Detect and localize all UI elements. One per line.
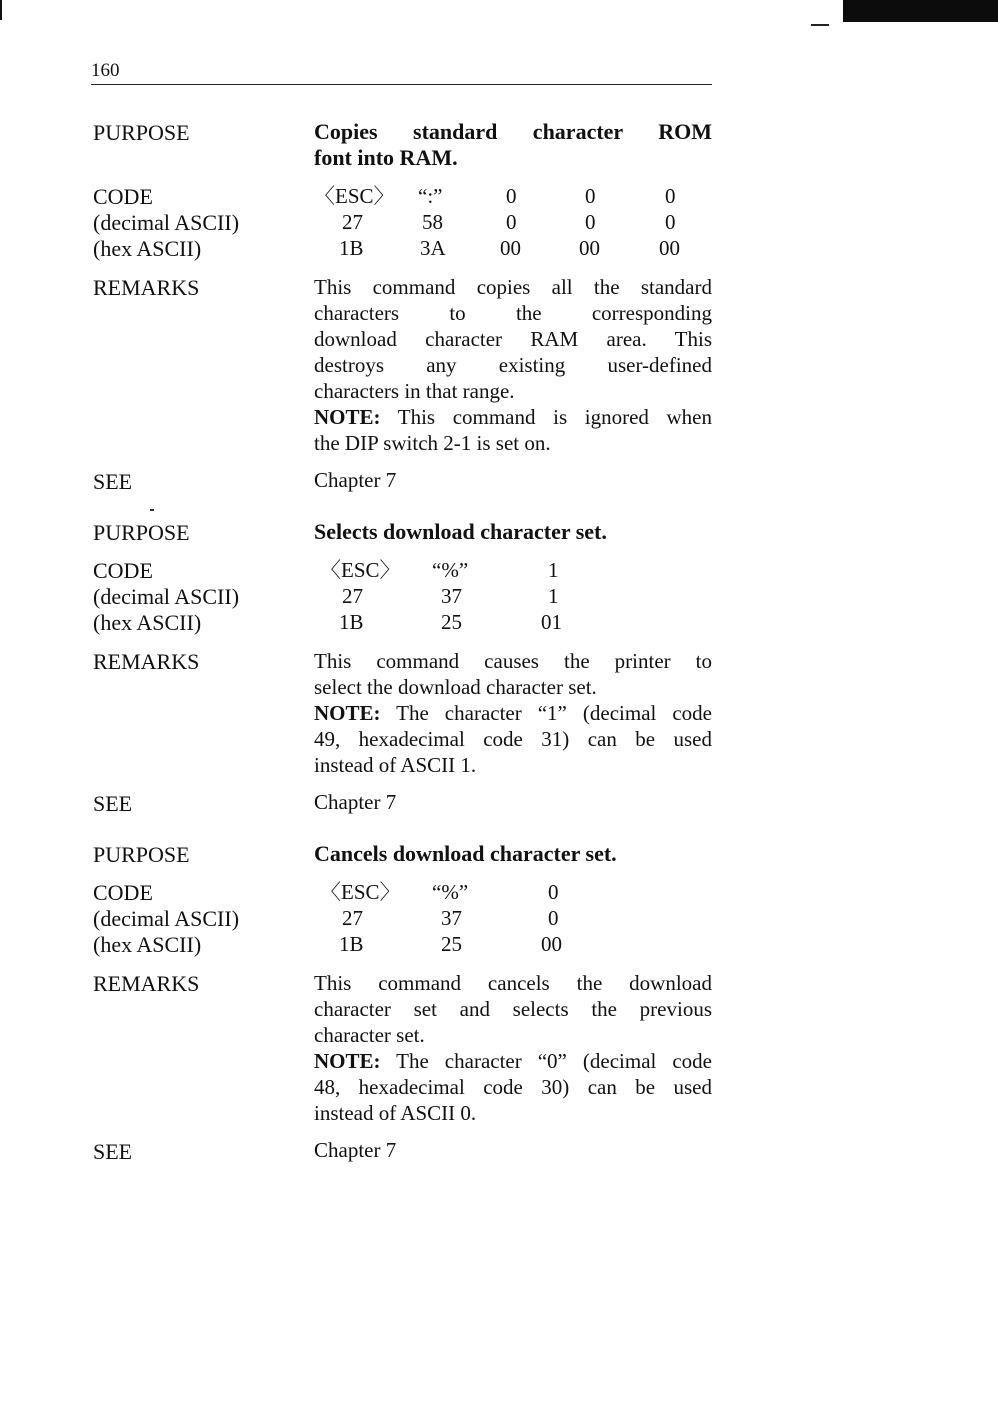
- code-table: [314, 557, 712, 635]
- remark-line: This command copies all the standard: [314, 275, 712, 299]
- code-cell: “%”: [432, 558, 469, 582]
- purpose-label: PURPOSE: [93, 520, 190, 545]
- code-label: CODE: [93, 184, 153, 209]
- code-cell: 〈ESC〉: [320, 558, 401, 582]
- code-label: CODE: [93, 558, 153, 583]
- note-label: NOTE:: [314, 1049, 381, 1073]
- code-cell: 1B: [339, 610, 364, 634]
- code-row-esc: [314, 183, 712, 209]
- code-cell: 37: [441, 906, 462, 930]
- hex-ascii-label: (hex ASCII): [93, 610, 202, 635]
- code-cell: 0: [665, 184, 676, 208]
- code-row-decimal: [314, 583, 712, 609]
- remark-line: select the download character set.: [314, 675, 597, 699]
- remark-line: character set.: [314, 1023, 425, 1047]
- purpose-label: PURPOSE: [93, 120, 190, 145]
- remarks-label: REMARKS: [93, 649, 200, 674]
- note-label: NOTE:: [314, 405, 381, 429]
- code-cell: 0: [506, 184, 517, 208]
- code-cell: “:”: [418, 184, 443, 208]
- note-line: instead of ASCII 1.: [314, 753, 477, 777]
- code-cell: 〈ESC〉: [314, 184, 395, 208]
- see-value: Chapter 7: [314, 1138, 397, 1162]
- code-row-hex: [314, 931, 712, 957]
- code-cell: 1B: [339, 236, 364, 260]
- note-line: [314, 404, 712, 430]
- code-cell: 0: [548, 906, 559, 930]
- code-row-esc: [314, 879, 712, 905]
- code-cell: 〈ESC〉: [320, 880, 401, 904]
- code-label: CODE: [93, 880, 153, 905]
- code-cell: 1B: [339, 932, 364, 956]
- code-cell: 01: [541, 610, 562, 634]
- purpose-title: [314, 519, 712, 545]
- remarks-label: REMARKS: [93, 971, 200, 996]
- page-number: 160: [91, 60, 120, 81]
- remark-line: destroys any existing user-defined: [314, 353, 712, 377]
- remark-line: This command cancels the download: [314, 971, 712, 995]
- code-row-decimal: [314, 209, 712, 235]
- see-label: SEE: [93, 791, 133, 816]
- code-cell: 27: [342, 906, 363, 930]
- code-cell: 0: [585, 184, 596, 208]
- code-cell: 0: [665, 210, 676, 234]
- code-cell: 0: [548, 880, 559, 904]
- remarks-label: REMARKS: [93, 275, 200, 300]
- note-line: [314, 700, 712, 726]
- code-table: [314, 879, 712, 957]
- note-line: 49, hexadecimal code 31) can be used: [314, 727, 712, 751]
- note-line: 48, hexadecimal code 30) can be used: [314, 1075, 712, 1099]
- code-cell: “%”: [432, 880, 469, 904]
- purpose-label: PURPOSE: [93, 842, 190, 867]
- remark-line: download character RAM area. This: [314, 327, 712, 351]
- code-row-hex: [314, 609, 712, 635]
- code-cell: 00: [659, 236, 680, 260]
- note-text: The character “0” (decimal code: [380, 1049, 712, 1073]
- code-cell: 25: [441, 610, 462, 634]
- remarks-text: [314, 648, 712, 778]
- code-row-decimal: [314, 905, 712, 931]
- see-label: SEE: [93, 1139, 133, 1164]
- see-label: SEE: [93, 469, 133, 494]
- purpose-title: [314, 841, 712, 867]
- note-line: the DIP switch 2-1 is set on.: [314, 431, 551, 455]
- see-value: Chapter 7: [314, 790, 397, 814]
- remark-line: This command causes the printer to: [314, 649, 712, 673]
- hex-ascii-label: (hex ASCII): [93, 932, 202, 957]
- code-row-hex: [314, 235, 712, 261]
- note-line: instead of ASCII 0.: [314, 1101, 477, 1125]
- code-cell: 1: [548, 584, 559, 608]
- code-cell: 3A: [420, 236, 446, 260]
- note-text: This command is ignored when: [380, 405, 712, 429]
- note-line: [314, 1048, 712, 1074]
- code-cell: 37: [441, 584, 462, 608]
- title-line: font into RAM.: [314, 145, 458, 170]
- note-text: The character “1” (decimal code: [380, 701, 712, 725]
- code-cell: 27: [342, 210, 363, 234]
- title-line: Cancels download character set.: [314, 841, 617, 866]
- scan-corner-bar: [843, 0, 998, 22]
- remark-line: characters to the corresponding: [314, 301, 712, 325]
- remarks-text: [314, 970, 712, 1126]
- header-rule: [91, 84, 712, 85]
- purpose-title: [314, 119, 712, 171]
- title-line: Copies standard character ROM: [314, 119, 712, 144]
- hex-ascii-label: (hex ASCII): [93, 236, 202, 261]
- scan-edge-mark: [0, 0, 2, 20]
- code-row-esc: [314, 557, 712, 583]
- code-cell: 00: [541, 932, 562, 956]
- decimal-ascii-label: (decimal ASCII): [93, 210, 240, 235]
- remarks-text: [314, 274, 712, 456]
- remark-line: character set and selects the previous: [314, 997, 712, 1021]
- code-cell: 58: [422, 210, 443, 234]
- remark-line: characters in that range.: [314, 379, 515, 403]
- code-table: [314, 183, 712, 261]
- scan-dash-mark: [811, 24, 829, 26]
- scan-speck: [150, 509, 154, 511]
- decimal-ascii-label: (decimal ASCII): [93, 584, 240, 609]
- code-cell: 27: [342, 584, 363, 608]
- code-cell: 0: [506, 210, 517, 234]
- code-cell: 25: [441, 932, 462, 956]
- code-cell: 00: [500, 236, 521, 260]
- code-cell: 00: [579, 236, 600, 260]
- decimal-ascii-label: (decimal ASCII): [93, 906, 240, 931]
- see-value: Chapter 7: [314, 468, 397, 492]
- code-cell: 0: [585, 210, 596, 234]
- code-cell: 1: [548, 558, 559, 582]
- note-label: NOTE:: [314, 701, 381, 725]
- title-line: Selects download character set.: [314, 519, 607, 544]
